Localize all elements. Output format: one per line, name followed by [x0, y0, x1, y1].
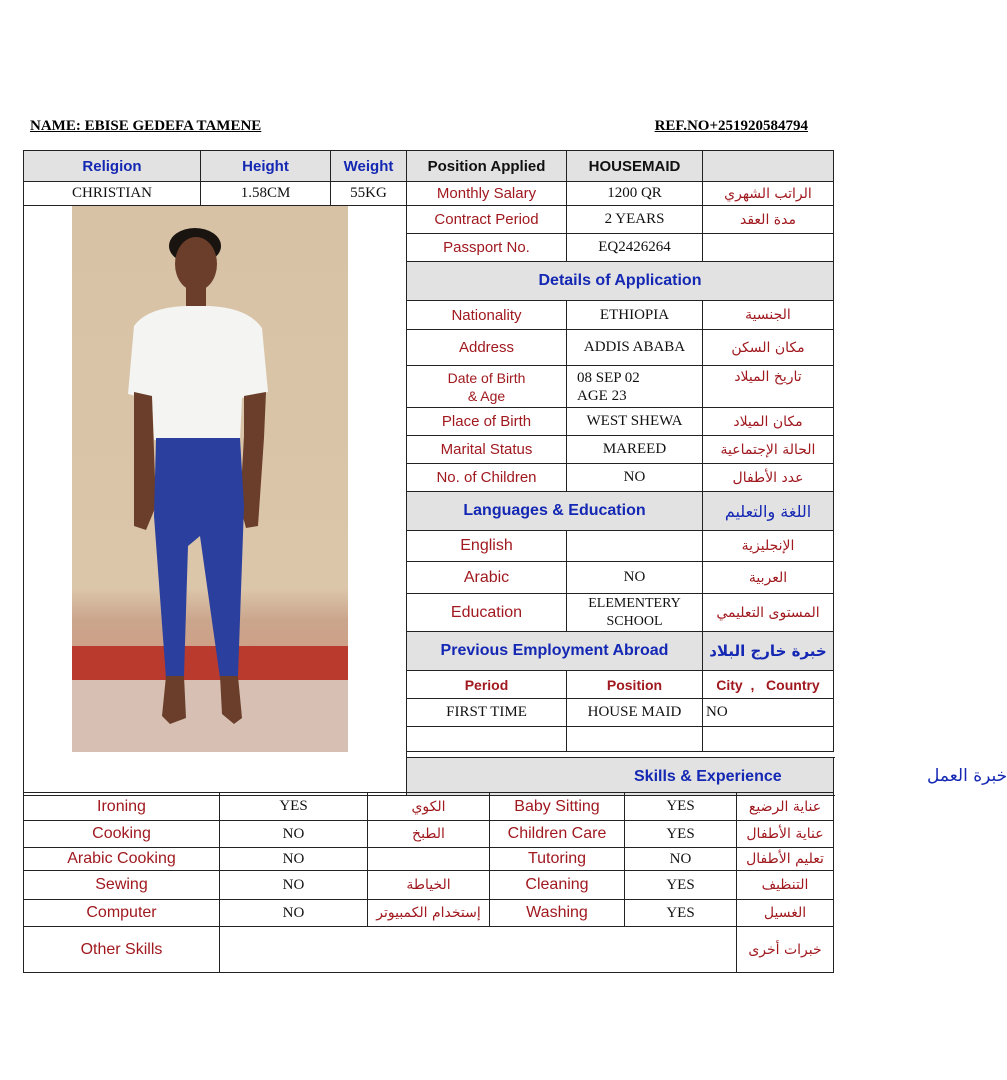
employment-empty-1 [407, 727, 567, 752]
skill-right-value: YES [625, 821, 737, 848]
english-ar: الإنجليزية [703, 531, 834, 562]
employment-period: FIRST TIME [407, 699, 567, 727]
education-label: Education [407, 594, 567, 632]
skills-heading-ar: خبرة العمل [927, 766, 1007, 786]
skill-right-value: YES [625, 871, 737, 900]
dob-value [567, 366, 703, 408]
skill-row [24, 900, 834, 927]
city-country-header: City , Country [703, 671, 834, 699]
dob-date: 08 SEP 02 [577, 369, 640, 386]
languages-heading-ar: اللغة والتعليم [703, 492, 834, 531]
nationality-ar: الجنسية [703, 301, 834, 330]
pob-ar: مكان الميلاد [703, 408, 834, 436]
employment-empty-3 [703, 727, 834, 752]
applicant-name: NAME: EBISE GEDEFA TAMENE [30, 118, 262, 134]
skill-right-value: NO [625, 848, 737, 871]
employment-position: HOUSE MAID [567, 699, 703, 727]
skill-right-label: Cleaning [490, 871, 625, 900]
period-header: Period [407, 671, 567, 699]
applicant-photo [72, 206, 348, 752]
dob-ar: تاريخ الميلاد [703, 366, 834, 408]
skill-right-value: YES [625, 900, 737, 927]
skills-heading-bar [407, 758, 1007, 796]
children-ar: عدد الأطفال [703, 464, 834, 492]
passport-label: Passport No. [407, 234, 567, 262]
skill-right-ar: عناية الأطفال [737, 821, 834, 848]
contract-period-ar: مدة العقد [703, 206, 834, 234]
reference-number: REF.NO+251920584794 [654, 118, 808, 134]
address-value: ADDIS ABABA [567, 330, 703, 366]
skill-row [24, 793, 834, 821]
education-value [567, 594, 703, 632]
religion-header: Religion [24, 151, 201, 182]
skill-right-label: Tutoring [490, 848, 625, 871]
children-label: No. of Children [407, 464, 567, 492]
skill-left-ar: إستخدام الكمبيوتر [368, 900, 490, 927]
education-line1: ELEMENTERY [588, 595, 681, 611]
skill-left-ar [368, 848, 490, 871]
employment-heading-ar: خبرة خارج البلاد [703, 632, 834, 671]
skill-right-label: Baby Sitting [490, 793, 625, 821]
position-header: Position [567, 671, 703, 699]
address-label: Address [407, 330, 567, 366]
dob-label [407, 366, 567, 408]
nationality-value: ETHIOPIA [567, 301, 703, 330]
arabic-label: Arabic [407, 562, 567, 594]
other-skills-label: Other Skills [24, 927, 220, 973]
monthly-salary-label: Monthly Salary [407, 182, 567, 206]
contract-period-label: Contract Period [407, 206, 567, 234]
marital-ar: الحالة الإجتماعية [703, 436, 834, 464]
skill-left-value: YES [220, 793, 368, 821]
skill-right-ar: الغسيل [737, 900, 834, 927]
pob-value: WEST SHEWA [567, 408, 703, 436]
dob-age: AGE 23 [577, 387, 627, 404]
skill-row [24, 821, 834, 848]
skill-left-value: NO [220, 821, 368, 848]
skill-left-ar: الخياطة [368, 871, 490, 900]
person-illustration [72, 206, 348, 752]
height-value: 1.58CM [201, 182, 331, 206]
languages-heading: Languages & Education [407, 492, 703, 531]
skills-table [23, 792, 834, 973]
address-ar: مكان السكن [703, 330, 834, 366]
employment-city: NO [703, 699, 834, 727]
pob-label: Place of Birth [407, 408, 567, 436]
marital-label: Marital Status [407, 436, 567, 464]
skill-left-label: Computer [24, 900, 220, 927]
nationality-label: Nationality [407, 301, 567, 330]
passport-ar [703, 234, 834, 262]
arabic-ar: العربية [703, 562, 834, 594]
religion-value: CHRISTIAN [24, 182, 201, 206]
details-heading: Details of Application [407, 262, 834, 301]
skill-left-label: Sewing [24, 871, 220, 900]
position-applied-value: HOUSEMAID [567, 151, 703, 182]
passport-value: EQ2426264 [567, 234, 703, 262]
employment-empty-2 [567, 727, 703, 752]
weight-header: Weight [331, 151, 407, 182]
application-table [23, 150, 1007, 796]
other-skills-ar: خبرات أخرى [737, 927, 834, 973]
skill-right-label: Washing [490, 900, 625, 927]
employment-heading: Previous Employment Abroad [407, 632, 703, 671]
skill-right-value: YES [625, 793, 737, 821]
dob-label-line2: & Age [467, 387, 506, 404]
marital-value: MAREED [567, 436, 703, 464]
english-label: English [407, 531, 567, 562]
height-header: Height [201, 151, 331, 182]
skill-left-label: Arabic Cooking [24, 848, 220, 871]
arabic-value: NO [567, 562, 703, 594]
photo-cell [24, 206, 407, 796]
education-ar: المستوى التعليمي [703, 594, 834, 632]
skill-right-ar: تعليم الأطفال [737, 848, 834, 871]
monthly-salary-ar: الراتب الشهري [703, 182, 834, 206]
weight-value: 55KG [331, 182, 407, 206]
contract-period-value: 2 YEARS [567, 206, 703, 234]
education-line2: SCHOOL [606, 613, 663, 629]
skill-left-ar: الكوي [368, 793, 490, 821]
skill-left-value: NO [220, 900, 368, 927]
position-applied-ar [703, 151, 834, 182]
skills-heading: Skills & Experience [634, 768, 782, 785]
page-header [30, 118, 808, 138]
skill-right-label: Children Care [490, 821, 625, 848]
children-value: NO [567, 464, 703, 492]
english-value [567, 531, 703, 562]
dob-label-line1: Date of Birth [447, 369, 526, 386]
skill-left-label: Cooking [24, 821, 220, 848]
skill-right-ar: التنظيف [737, 871, 834, 900]
other-skills-value [220, 927, 737, 973]
skill-left-value: NO [220, 848, 368, 871]
skill-left-label: Ironing [24, 793, 220, 821]
skill-left-value: NO [220, 871, 368, 900]
skill-row [24, 871, 834, 900]
skill-right-ar: عناية الرضيع [737, 793, 834, 821]
position-applied-label: Position Applied [407, 151, 567, 182]
skill-row [24, 848, 834, 871]
monthly-salary-value: 1200 QR [567, 182, 703, 206]
skill-left-ar: الطبخ [368, 821, 490, 848]
